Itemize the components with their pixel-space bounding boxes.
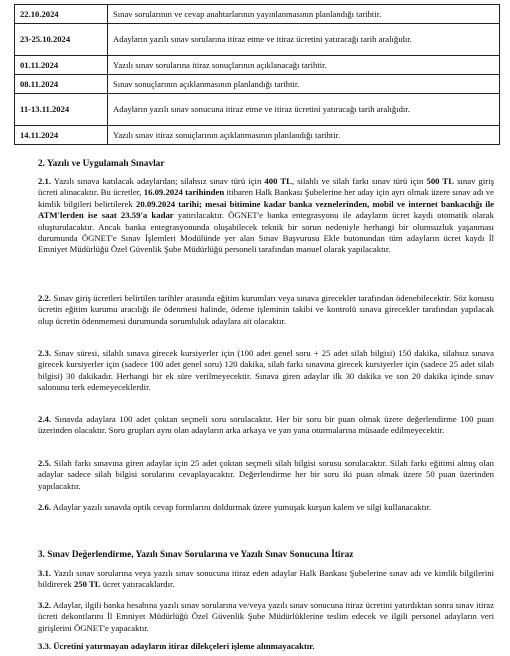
paragraph-2-2: 2.2. Sınav giriş ücretleri belirtilen tarihler arasında eğitim kurumları veya sınava girecekler tarafından ödenebilecektir. Söz konusu ücretin eğitim kurumu aracılığı ile ödenmesi halinde, ödeme işleminin takibi ve kontrolü sınava girecekler tarafından yapılacak olup ücretin ödenmemesi durumunda sorumluluk adaylara ait olacaktır. — [38, 293, 494, 326]
section-3-heading: 3. Sınav Değerlendirme, Yazılı Sınav Sorularına ve Yazılı Sınav Sonucuna İtiraz — [38, 550, 354, 560]
paragraph-3-3: 3.3. Ücretini yatırmayan adayların itiraz dilekçeleri işleme alınmayacaktır. — [38, 641, 315, 651]
schedule-table — [14, 4, 500, 145]
schedule-description: Sınav sorularının ve cevap anahtarlarının yayınlanmasının planlandığı tarihtir. — [108, 5, 500, 24]
schedule-description: Yazılı sınav itiraz sonuçlarının açıklanmasının planlandığı tarihtir. — [108, 126, 500, 145]
schedule-row — [15, 94, 500, 126]
schedule-description: Adayların yazılı sınav sorularına itiraz etme ve itiraz ücretini yatıracağı tarih aralığıdır. — [108, 24, 500, 56]
paragraph-2-4: 2.4. Sınavda adaylara 100 adet çoktan seçmeli soru sorulacaktır. Her bir soru bir puan olmak üzere değerlendirme 100 puan üzerinden olacaktır. Soru grupları aynı olan adayların arka arkaya ve yan yana oturmalarına müsaade edilmeyecektir. — [38, 414, 494, 436]
schedule-description: Sınav sonuçlarının açıklanmasının planlandığı tarihtir. — [108, 75, 500, 94]
schedule-date: 14.11.2024 — [15, 126, 108, 145]
schedule-row — [15, 126, 500, 145]
paragraph-2-3: 2.3. Sınav süresi, silahlı sınava girecek kursiyerler için (100 adet genel soru + 25 adet silah bilgisi) 150 dakika, silahsız sınava girecek kursiyerler için (sadece 100 adet genel soru) 120 dakika, silah farkı sınavına girecek kursiyerler için (sadece 25 adet silah bilgisi) 30 dakikadır. Herhangi bir ek süre verilmeyecektir. Sınava giren adaylar ilk 30 dakika ve son 20 dakika içinde sınav salonunu terk edemeyeceklerdir. — [38, 348, 494, 393]
schedule-description: Yazılı sınav sorularına itiraz sonuçlarının açıklanacağı tarihtir. — [108, 56, 500, 75]
schedule-date: 01.11.2024 — [15, 56, 108, 75]
paragraph-2-1: 2.1. Yazılı sınava katılacak adaylardan; silahsız sınav türü için 400 TL, silahlı ve silah farkı sınav türü için 500 TL sınav giriş ücreti alınacaktır. Bu ücretler, 16.09.2024 tarihinden itibaren Halk Bankası Şubelerine her aday için ayrı olmak üzere sınav adı ve kimlik bilgileri belirtilerek 20.09.2024 tarihi; mesai bitimine kadar banka veznelerinden, mobil ve internet bankacılığı ile ATM'lerden ise saat 23.59'a kadar yatırılacaktır. ÖGNET'e banka entegrasyonu ile adayların ücret kaydı otomatik olarak oluşturulacaktır. Ancak banka entegrasyonunda oluşabilecek teknik bir sorun nedeniyle herhangi bir olumsuzluk yaşanması durumunda ÖGNET'e Sınav İşlemleri Modülünde yer alan Sınav Başvurusu Ekle butonundan tüm adayların ücret kaydı İl Emniyet Müdürlüğü Özel Güvenlik Şube Müdürlüğü personeli tarafından manuel olarak yapılacaktır. — [38, 176, 494, 255]
schedule-row — [15, 5, 500, 24]
section-2-heading: 2. Yazılı ve Uygulamalı Sınavlar — [38, 159, 165, 169]
schedule-description: Adayların yazılı sınav sonucuna itiraz etme ve itiraz ücretini yatıracağı tarih aralığıdır. — [108, 94, 500, 126]
paragraph-3-2: 3.2. Adaylar, ilgili banka hesabına yazılı sınav sorularına ve/veya yazılı sınav sonucuna itiraz ücretini yatırdıktan sonra sınav itiraz ücreti dekontlarını İl Emniyet Müdürlüğü Özel Güvenlik Şube Müdürlüklerine teslim edecek ve ilgili personel adayların veri girişlerini ÖGNET'e yapacaktır. — [38, 600, 494, 633]
schedule-date: 22.10.2024 — [15, 5, 108, 24]
schedule-row — [15, 56, 500, 75]
paragraph-2-5: 2.5. Silah farkı sınavına giren adaylar için 25 adet çoktan seçmeli silah bilgisi sorusu sorulacaktır. Silah farkı eğitimi almış olan adaylar sadece silah bilgisi sorularını cevaplayacaktır. Değerlendirme her bir soru iki puan olmak üzere 50 puan üzerinden yapılacaktır. — [38, 458, 494, 491]
schedule-date: 11-13.11.2024 — [15, 94, 108, 126]
schedule-row — [15, 75, 500, 94]
paragraph-2-6: 2.6. Adaylar yazılı sınavda optik cevap formlarını doldurmak üzere yumuşak kurşun kalem ve silgi kullanacaktır. — [38, 502, 431, 512]
schedule-date: 23-25.10.2024 — [15, 24, 108, 56]
schedule-row — [15, 24, 500, 56]
schedule-date: 08.11.2024 — [15, 75, 108, 94]
paragraph-3-1: 3.1. Yazılı sınav sorularına veya yazılı sınav sonucuna itiraz eden adaylar Halk Bankası Şubelerine sınav adı ve kimlik bilgilerini bildirerek 250 TL ücret yatıracaklardır. — [38, 568, 494, 590]
